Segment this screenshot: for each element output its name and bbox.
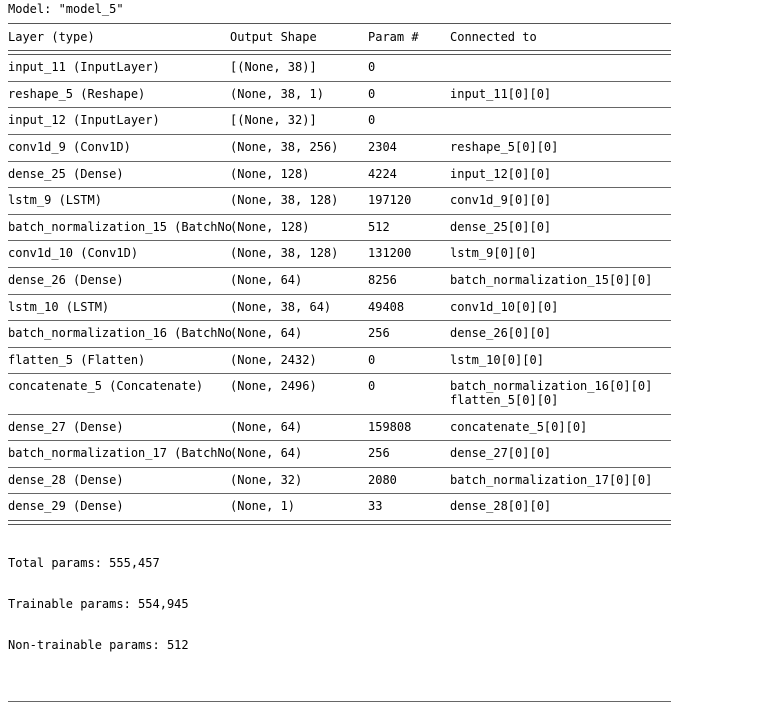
cell-output-shape: (None, 2496) <box>230 379 317 394</box>
table-row <box>8 374 762 413</box>
connected-to-entry: batch_normalization_15[0][0] <box>450 272 653 287</box>
cell-param: 8256 <box>368 272 397 287</box>
cell-param: 33 <box>368 499 383 514</box>
cell-connected-to <box>450 301 762 315</box>
cell-param: 0 <box>368 379 376 394</box>
cell-connected-to <box>450 247 762 261</box>
cell-connected-to <box>450 274 762 288</box>
table-row <box>8 441 762 467</box>
trainable-params: Trainable params: 554,945 <box>8 596 189 611</box>
connected-to-entry: batch_normalization_16[0][0] <box>450 379 653 394</box>
table-row <box>8 241 762 267</box>
cell-layer: lstm_10 (LSTM) <box>8 299 110 314</box>
cell-param: 0 <box>368 60 376 75</box>
cell-output-shape: (None, 32) <box>230 472 303 487</box>
cell-layer: dense_26 (Dense) <box>8 272 124 287</box>
table-row <box>8 295 762 321</box>
cell-connected-to <box>450 380 762 407</box>
table-row <box>8 321 762 347</box>
cell-connected-to <box>450 327 762 341</box>
cell-layer: dense_28 (Dense) <box>8 472 124 487</box>
connected-to-entry: dense_28[0][0] <box>450 499 552 514</box>
cell-layer: conv1d_10 (Conv1D) <box>8 246 139 261</box>
cell-output-shape: (None, 128) <box>230 219 310 234</box>
cell-param: 256 <box>368 446 390 461</box>
cell-connected-to <box>450 141 762 155</box>
cell-connected-to <box>450 221 762 235</box>
table-row <box>8 415 762 441</box>
cell-param: 49408 <box>368 299 405 314</box>
table-row <box>8 135 762 161</box>
connected-to-entry: dense_27[0][0] <box>450 446 552 461</box>
cell-layer: batch_normalization_16 (BatchNo <box>8 326 232 341</box>
cell-connected-to <box>450 88 762 102</box>
cell-output-shape: [(None, 32)] <box>230 113 317 128</box>
cell-layer: input_12 (InputLayer) <box>8 113 160 128</box>
connected-to-entry: input_11[0][0] <box>450 86 552 101</box>
cell-output-shape: (None, 38, 128) <box>230 193 339 208</box>
model-title: Model: "model_5" <box>8 2 124 16</box>
cell-param: 256 <box>368 326 390 341</box>
connected-to-entry: conv1d_9[0][0] <box>450 193 552 208</box>
connected-to-entry: dense_26[0][0] <box>450 326 552 341</box>
table-body <box>8 55 762 525</box>
cell-output-shape: (None, 64) <box>230 446 303 461</box>
cell-connected-to <box>450 500 762 514</box>
cell-param: 0 <box>368 86 376 101</box>
table-row <box>8 268 762 294</box>
cell-output-shape: (None, 128) <box>230 166 310 181</box>
table-header-row <box>8 24 762 51</box>
cell-param: 0 <box>368 113 376 128</box>
cell-layer: dense_25 (Dense) <box>8 166 124 181</box>
connected-to-entry: flatten_5[0][0] <box>450 392 559 407</box>
column-header-connected-to: Connected to <box>450 29 537 44</box>
table-row <box>8 82 762 108</box>
column-header-layer: Layer (type) <box>8 29 95 44</box>
connected-to-entry: batch_normalization_17[0][0] <box>450 472 653 487</box>
cell-output-shape: (None, 38, 1) <box>230 86 324 101</box>
cell-param: 131200 <box>368 246 412 261</box>
connected-to-entry: input_12[0][0] <box>450 166 552 181</box>
keras-model-summary <box>8 3 762 702</box>
table-row <box>8 55 762 81</box>
totals-block <box>8 525 762 680</box>
cell-layer: dense_29 (Dense) <box>8 499 124 514</box>
table-row <box>8 494 762 520</box>
cell-layer: flatten_5 (Flatten) <box>8 352 146 367</box>
connected-to-entry: lstm_9[0][0] <box>450 246 537 261</box>
connected-to-entry: concatenate_5[0][0] <box>450 419 588 434</box>
cell-connected-to <box>450 61 762 75</box>
cell-output-shape: (None, 38, 64) <box>230 299 332 314</box>
table-row <box>8 468 762 494</box>
cell-param: 159808 <box>368 419 412 434</box>
cell-output-shape: (None, 64) <box>230 272 303 287</box>
cell-output-shape: (None, 64) <box>230 326 303 341</box>
cell-layer: reshape_5 (Reshape) <box>8 86 146 101</box>
cell-connected-to <box>450 474 762 488</box>
cell-param: 2080 <box>368 472 397 487</box>
cell-output-shape: (None, 2432) <box>230 352 317 367</box>
cell-connected-to <box>450 354 762 368</box>
cell-connected-to <box>450 447 762 461</box>
table-row <box>8 348 762 374</box>
cell-layer: batch_normalization_17 (BatchNo <box>8 446 232 461</box>
connected-to-entry: conv1d_10[0][0] <box>450 299 559 314</box>
table-row <box>8 108 762 134</box>
cell-connected-to <box>450 114 762 128</box>
table-row <box>8 188 762 214</box>
cell-output-shape: (None, 1) <box>230 499 296 514</box>
cell-connected-to <box>450 421 762 435</box>
cell-layer: concatenate_5 (Concatenate) <box>8 379 204 394</box>
cell-param: 512 <box>368 219 390 234</box>
table-row <box>8 162 762 188</box>
cell-output-shape: (None, 38, 256) <box>230 139 339 154</box>
cell-layer: dense_27 (Dense) <box>8 419 124 434</box>
cell-layer: input_11 (InputLayer) <box>8 60 160 75</box>
cell-layer: lstm_9 (LSTM) <box>8 193 102 208</box>
cell-output-shape: (None, 38, 128) <box>230 246 339 261</box>
cell-connected-to <box>450 168 762 182</box>
cell-output-shape: [(None, 38)] <box>230 60 317 75</box>
cell-layer: conv1d_9 (Conv1D) <box>8 139 131 154</box>
connected-to-entry: lstm_10[0][0] <box>450 352 544 367</box>
cell-connected-to <box>450 194 762 208</box>
connected-to-entry: dense_25[0][0] <box>450 219 552 234</box>
cell-param: 4224 <box>368 166 397 181</box>
column-header-param: Param # <box>368 29 419 44</box>
cell-layer: batch_normalization_15 (BatchNo <box>8 219 232 234</box>
connected-to-entry: reshape_5[0][0] <box>450 139 559 154</box>
total-params: Total params: 555,457 <box>8 556 160 571</box>
column-header-output-shape: Output Shape <box>230 29 317 44</box>
cell-param: 0 <box>368 352 376 367</box>
cell-param: 197120 <box>368 193 412 208</box>
cell-param: 2304 <box>368 139 397 154</box>
cell-output-shape: (None, 64) <box>230 419 303 434</box>
table-row <box>8 215 762 241</box>
non-trainable-params: Non-trainable params: 512 <box>8 637 189 652</box>
